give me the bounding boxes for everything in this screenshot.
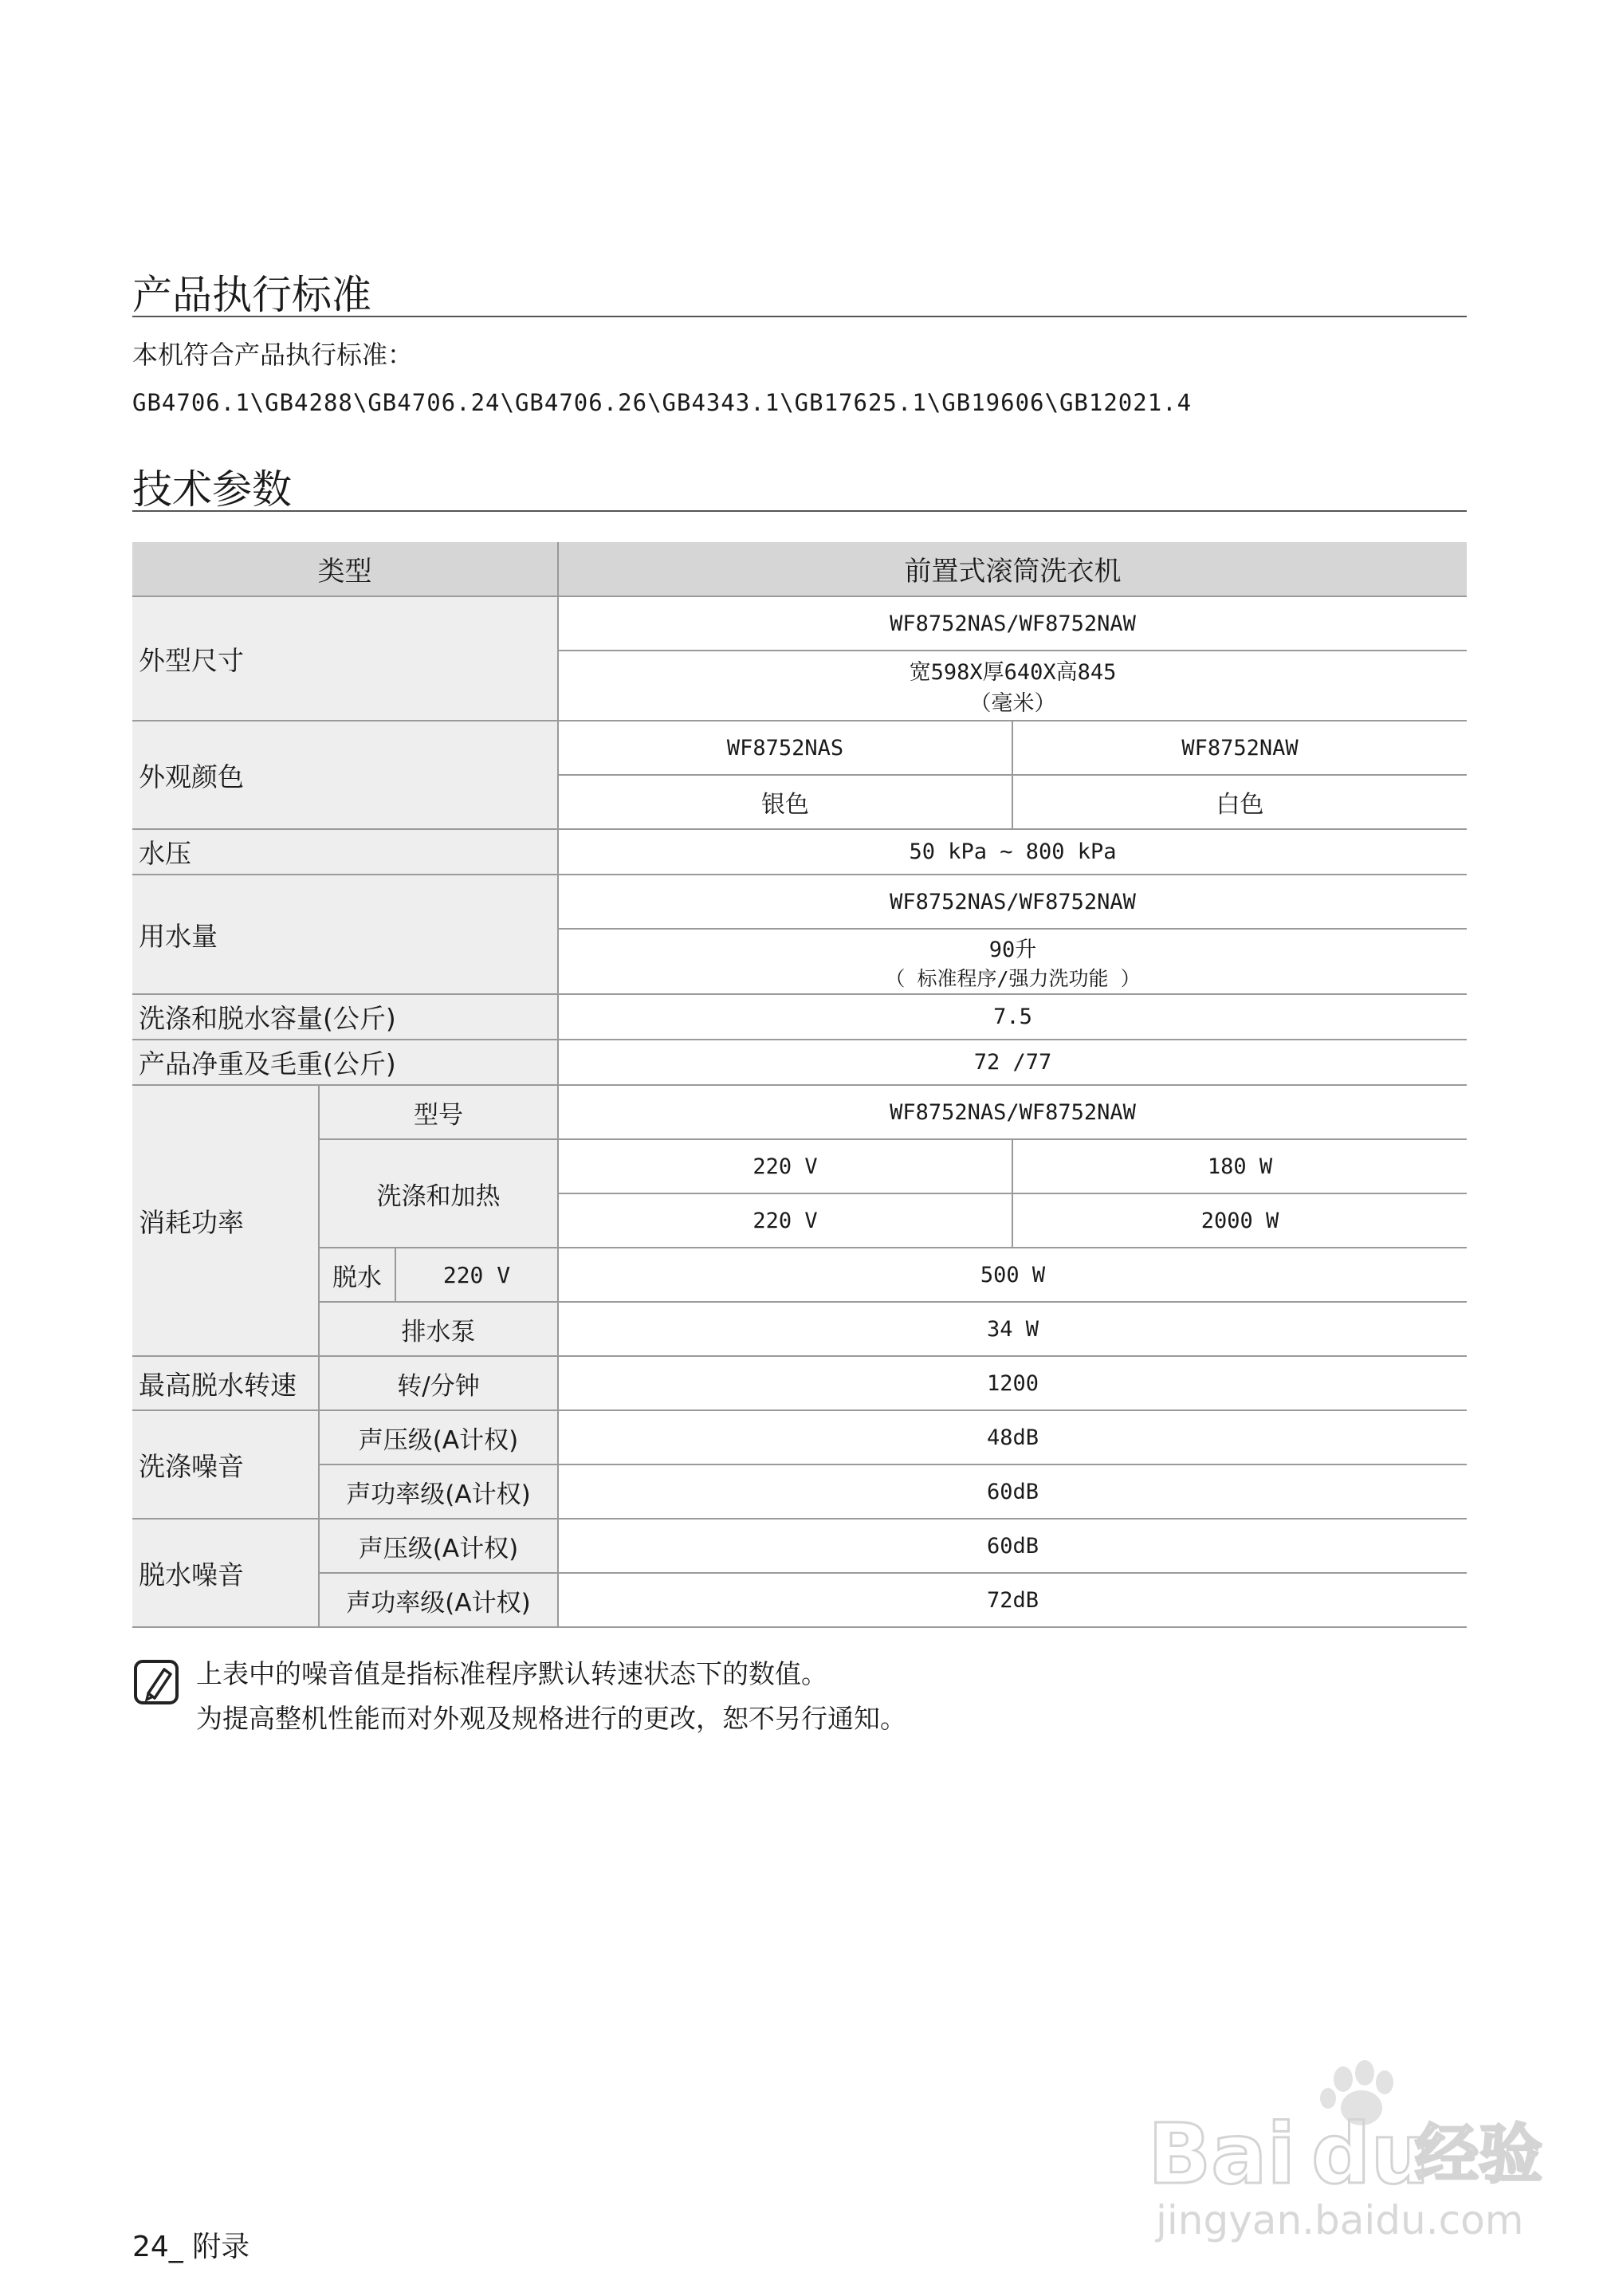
spin-spl: 60dB: [558, 1519, 1467, 1573]
wash-voltage-1: 220 V: [558, 1139, 1012, 1193]
watermark-url: jingyan.baidu.com: [1156, 2197, 1524, 2243]
dimensions-size: 宽598X厚640X高845: [909, 660, 1117, 685]
speed-label: 最高脱水转速: [132, 1356, 319, 1410]
wash-watt-2: 2000 W: [1012, 1193, 1467, 1248]
table-row: [132, 1410, 1467, 1464]
spin-noise-label: 脱水噪音: [132, 1519, 319, 1627]
speed-unit: 转/分钟: [319, 1356, 558, 1410]
table-row: [132, 1248, 1467, 1302]
table-row: [132, 1085, 1467, 1139]
wash-watt-1: 180 W: [1012, 1139, 1467, 1193]
pump-watt: 34 W: [558, 1302, 1467, 1356]
capacity-label: 洗涤和脱水容量(公斤): [132, 994, 558, 1040]
table-row: [132, 596, 1467, 651]
standards-intro: 本机符合产品执行标准：: [132, 340, 414, 370]
water-label: 用水量: [132, 875, 558, 994]
pump-label: 排水泵: [319, 1302, 558, 1356]
note-pencil-icon: [132, 1658, 180, 1706]
table-row: [132, 1040, 1467, 1085]
dimensions-model: WF8752NAS/WF8752NAW: [558, 596, 1467, 651]
spin-watt: 500 W: [558, 1248, 1467, 1302]
wash-swl: 60dB: [558, 1464, 1467, 1519]
header-type: 类型: [132, 542, 558, 596]
section-title-standards: 产品执行标准: [132, 272, 371, 318]
water-value-cell: [558, 929, 1467, 994]
dimensions-label: 外型尺寸: [132, 596, 558, 721]
page-footer: 24_ 附录: [132, 2231, 250, 2263]
spin-voltage: 220 V: [395, 1248, 558, 1302]
section-title-specs: 技术参数: [132, 466, 292, 513]
table-header-row: [132, 542, 1467, 596]
weight-value: 72 /77: [558, 1040, 1467, 1085]
table-row: [132, 994, 1467, 1040]
spin-swl: 72dB: [558, 1573, 1467, 1627]
standards-list: GB4706.1\GB4288\GB4706.24\GB4706.26\GB4343.1\GB17625.1\GB19606\GB12021.4: [132, 389, 1193, 416]
wash-spl-label: 声压级(A计权): [319, 1410, 558, 1464]
table-row: [132, 829, 1467, 875]
wash-noise-label: 洗涤噪音: [132, 1410, 319, 1519]
speed-value: 1200: [558, 1356, 1467, 1410]
wash-heat-label: 洗涤和加热: [319, 1139, 558, 1248]
power-model-label: 型号: [319, 1085, 558, 1139]
wash-swl-label: 声功率级(A计权): [319, 1464, 558, 1519]
pressure-value: 50 kPa ~ 800 kPa: [558, 829, 1467, 875]
wash-voltage-2: 220 V: [558, 1193, 1012, 1248]
watermark-cn: 经验: [1415, 2117, 1542, 2192]
table-row: [132, 1573, 1467, 1627]
watermark-brand: Bai: [1148, 2105, 1296, 2203]
color-model-a: WF8752NAS: [558, 721, 1012, 775]
spin-swl-label: 声功率级(A计权): [319, 1573, 558, 1627]
watermark-brand2: du: [1311, 2105, 1430, 2203]
table-row: [132, 875, 1467, 929]
color-b: 白色: [1012, 775, 1467, 829]
color-model-b: WF8752NAW: [1012, 721, 1467, 775]
table-row: [132, 1302, 1467, 1356]
dimensions-value: [558, 651, 1467, 721]
power-label: 消耗功率: [132, 1085, 319, 1356]
water-model: WF8752NAS/WF8752NAW: [558, 875, 1467, 929]
spin-label: 脱水: [319, 1248, 395, 1302]
power-model: WF8752NAS/WF8752NAW: [558, 1085, 1467, 1139]
title-divider: [132, 316, 1467, 317]
capacity-value: 7.5: [558, 994, 1467, 1040]
table-row: [132, 1139, 1467, 1193]
spin-spl-label: 声压级(A计权): [319, 1519, 558, 1573]
spec-table: [132, 542, 1467, 1628]
table-row: [132, 1356, 1467, 1410]
color-a: 银色: [558, 775, 1012, 829]
color-label: 外观颜色: [132, 721, 558, 829]
table-row: [132, 1464, 1467, 1519]
baidu-watermark: [1148, 2057, 1546, 2248]
water-note: （ 标准程序/强力洗功能 ）: [885, 966, 1141, 990]
note-line-1: 上表中的噪音值是指标准程序默认转速状态下的数值。: [196, 1658, 827, 1689]
wash-spl: 48dB: [558, 1410, 1467, 1464]
note-line-2: 为提高整机性能而对外观及规格进行的更改，恕不另行通知。: [196, 1703, 906, 1734]
table-row: [132, 1519, 1467, 1573]
dimensions-unit: （毫米）: [969, 691, 1056, 716]
table-row: [132, 721, 1467, 775]
weight-label: 产品净重及毛重(公斤): [132, 1040, 558, 1085]
pressure-label: 水压: [132, 829, 558, 875]
water-value: 90升: [988, 937, 1037, 962]
title-divider: [132, 510, 1467, 512]
header-product: 前置式滚筒洗衣机: [558, 542, 1467, 596]
